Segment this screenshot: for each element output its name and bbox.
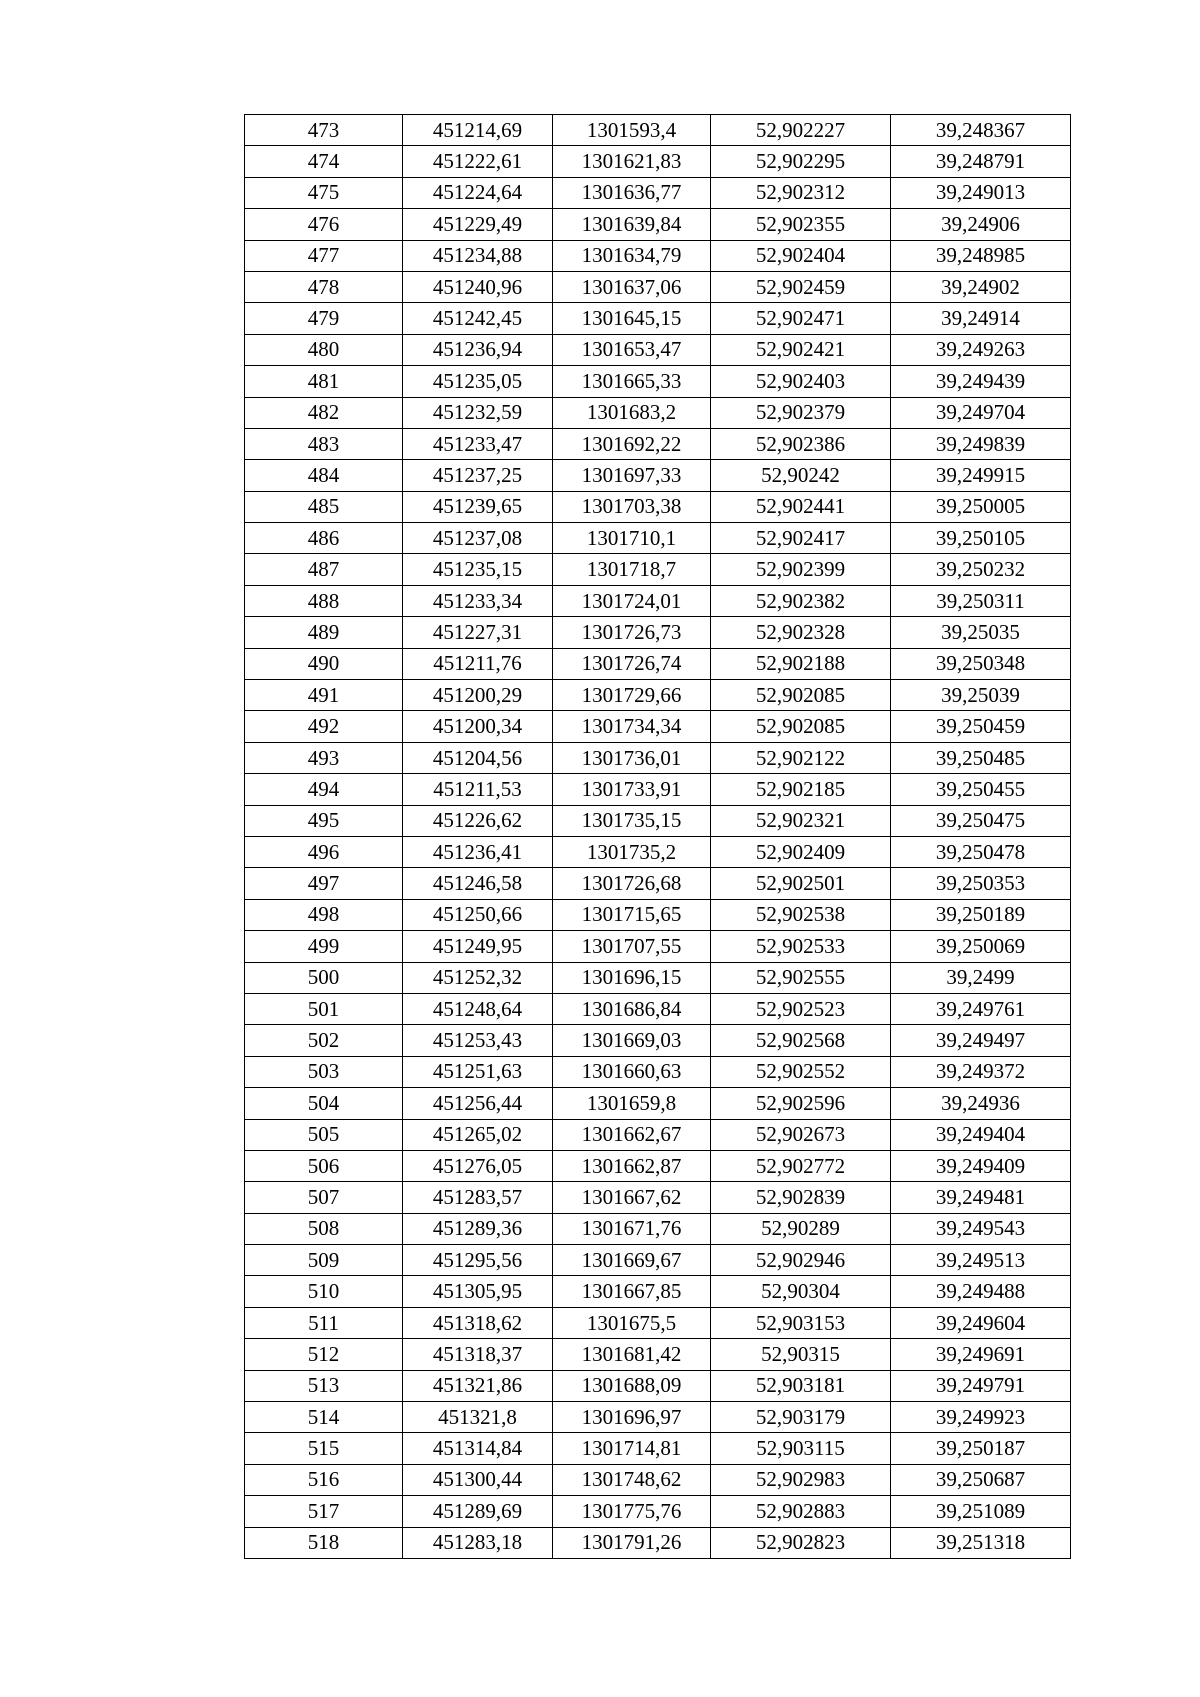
y-coordinate-cell: 1301735,2 [553, 836, 711, 867]
y-coordinate-cell: 1301659,8 [553, 1088, 711, 1119]
point-number-cell: 492 [245, 711, 403, 742]
longitude-cell: 39,249604 [891, 1307, 1071, 1338]
table-row [245, 1056, 1071, 1087]
table-row [245, 366, 1071, 397]
y-coordinate-cell: 1301681,42 [553, 1339, 711, 1370]
table-row [245, 428, 1071, 459]
longitude-cell: 39,249513 [891, 1245, 1071, 1276]
x-coordinate-cell: 451236,41 [403, 836, 553, 867]
latitude-cell: 52,903181 [711, 1370, 891, 1401]
x-coordinate-cell: 451200,29 [403, 680, 553, 711]
y-coordinate-cell: 1301734,34 [553, 711, 711, 742]
longitude-cell: 39,249439 [891, 366, 1071, 397]
longitude-cell: 39,24914 [891, 303, 1071, 334]
x-coordinate-cell: 451237,08 [403, 523, 553, 554]
x-coordinate-cell: 451249,95 [403, 931, 553, 962]
point-number-cell: 482 [245, 397, 403, 428]
longitude-cell: 39,250348 [891, 648, 1071, 679]
y-coordinate-cell: 1301639,84 [553, 209, 711, 240]
latitude-cell: 52,90304 [711, 1276, 891, 1307]
table-row [245, 460, 1071, 491]
latitude-cell: 52,902441 [711, 491, 891, 522]
latitude-cell: 52,902295 [711, 146, 891, 177]
latitude-cell: 52,902533 [711, 931, 891, 962]
table-row [245, 271, 1071, 302]
y-coordinate-cell: 1301660,63 [553, 1056, 711, 1087]
latitude-cell: 52,902417 [711, 523, 891, 554]
x-coordinate-cell: 451214,69 [403, 115, 553, 146]
y-coordinate-cell: 1301696,15 [553, 962, 711, 993]
point-number-cell: 499 [245, 931, 403, 962]
latitude-cell: 52,902555 [711, 962, 891, 993]
point-number-cell: 500 [245, 962, 403, 993]
y-coordinate-cell: 1301726,73 [553, 617, 711, 648]
x-coordinate-cell: 451211,53 [403, 774, 553, 805]
x-coordinate-cell: 451232,59 [403, 397, 553, 428]
table-row [245, 993, 1071, 1024]
y-coordinate-cell: 1301718,7 [553, 554, 711, 585]
longitude-cell: 39,249404 [891, 1119, 1071, 1150]
y-coordinate-cell: 1301665,33 [553, 366, 711, 397]
longitude-cell: 39,249372 [891, 1056, 1071, 1087]
y-coordinate-cell: 1301696,97 [553, 1402, 711, 1433]
x-coordinate-cell: 451314,84 [403, 1433, 553, 1464]
y-coordinate-cell: 1301703,38 [553, 491, 711, 522]
x-coordinate-cell: 451226,62 [403, 805, 553, 836]
longitude-cell: 39,249915 [891, 460, 1071, 491]
latitude-cell: 52,902883 [711, 1496, 891, 1527]
longitude-cell: 39,249791 [891, 1370, 1071, 1401]
point-number-cell: 513 [245, 1370, 403, 1401]
table-row [245, 805, 1071, 836]
latitude-cell: 52,902421 [711, 334, 891, 365]
latitude-cell: 52,902459 [711, 271, 891, 302]
y-coordinate-cell: 1301707,55 [553, 931, 711, 962]
y-coordinate-cell: 1301636,77 [553, 177, 711, 208]
longitude-cell: 39,24936 [891, 1088, 1071, 1119]
point-number-cell: 518 [245, 1527, 403, 1558]
longitude-cell: 39,250187 [891, 1433, 1071, 1464]
y-coordinate-cell: 1301710,1 [553, 523, 711, 554]
longitude-cell: 39,250189 [891, 899, 1071, 930]
table-row [245, 680, 1071, 711]
y-coordinate-cell: 1301726,68 [553, 868, 711, 899]
latitude-cell: 52,902399 [711, 554, 891, 585]
table-row [245, 1088, 1071, 1119]
y-coordinate-cell: 1301621,83 [553, 146, 711, 177]
table-row [245, 397, 1071, 428]
longitude-cell: 39,250475 [891, 805, 1071, 836]
table-row [245, 1245, 1071, 1276]
y-coordinate-cell: 1301593,4 [553, 115, 711, 146]
longitude-cell: 39,249488 [891, 1276, 1071, 1307]
x-coordinate-cell: 451318,62 [403, 1307, 553, 1338]
y-coordinate-cell: 1301692,22 [553, 428, 711, 459]
latitude-cell: 52,902379 [711, 397, 891, 428]
longitude-cell: 39,250232 [891, 554, 1071, 585]
latitude-cell: 52,902596 [711, 1088, 891, 1119]
longitude-cell: 39,251089 [891, 1496, 1071, 1527]
x-coordinate-cell: 451321,8 [403, 1402, 553, 1433]
y-coordinate-cell: 1301714,81 [553, 1433, 711, 1464]
y-coordinate-cell: 1301775,76 [553, 1496, 711, 1527]
table-row [245, 554, 1071, 585]
longitude-cell: 39,249691 [891, 1339, 1071, 1370]
x-coordinate-cell: 451321,86 [403, 1370, 553, 1401]
latitude-cell: 52,902382 [711, 585, 891, 616]
latitude-cell: 52,902673 [711, 1119, 891, 1150]
latitude-cell: 52,902568 [711, 1025, 891, 1056]
point-number-cell: 514 [245, 1402, 403, 1433]
table-row [245, 1527, 1071, 1558]
table-row [245, 1464, 1071, 1495]
point-number-cell: 480 [245, 334, 403, 365]
point-number-cell: 474 [245, 146, 403, 177]
y-coordinate-cell: 1301637,06 [553, 271, 711, 302]
latitude-cell: 52,902085 [711, 680, 891, 711]
y-coordinate-cell: 1301715,65 [553, 899, 711, 930]
table-row [245, 1307, 1071, 1338]
x-coordinate-cell: 451276,05 [403, 1150, 553, 1181]
latitude-cell: 52,902122 [711, 742, 891, 773]
longitude-cell: 39,25039 [891, 680, 1071, 711]
y-coordinate-cell: 1301653,47 [553, 334, 711, 365]
table-row [245, 868, 1071, 899]
point-number-cell: 485 [245, 491, 403, 522]
y-coordinate-cell: 1301667,62 [553, 1182, 711, 1213]
table-row [245, 240, 1071, 271]
longitude-cell: 39,249704 [891, 397, 1071, 428]
point-number-cell: 502 [245, 1025, 403, 1056]
y-coordinate-cell: 1301675,5 [553, 1307, 711, 1338]
x-coordinate-cell: 451240,96 [403, 271, 553, 302]
longitude-cell: 39,251318 [891, 1527, 1071, 1558]
latitude-cell: 52,90315 [711, 1339, 891, 1370]
longitude-cell: 39,24906 [891, 209, 1071, 240]
x-coordinate-cell: 451289,36 [403, 1213, 553, 1244]
y-coordinate-cell: 1301634,79 [553, 240, 711, 271]
table-row [245, 177, 1071, 208]
longitude-cell: 39,249409 [891, 1150, 1071, 1181]
point-number-cell: 484 [245, 460, 403, 491]
x-coordinate-cell: 451295,56 [403, 1245, 553, 1276]
longitude-cell: 39,249839 [891, 428, 1071, 459]
y-coordinate-cell: 1301748,62 [553, 1464, 711, 1495]
coordinates-table [244, 114, 1071, 1559]
y-coordinate-cell: 1301726,74 [553, 648, 711, 679]
x-coordinate-cell: 451211,76 [403, 648, 553, 679]
latitude-cell: 52,902946 [711, 1245, 891, 1276]
y-coordinate-cell: 1301697,33 [553, 460, 711, 491]
x-coordinate-cell: 451227,31 [403, 617, 553, 648]
longitude-cell: 39,250353 [891, 868, 1071, 899]
longitude-cell: 39,248791 [891, 146, 1071, 177]
point-number-cell: 504 [245, 1088, 403, 1119]
point-number-cell: 473 [245, 115, 403, 146]
point-number-cell: 490 [245, 648, 403, 679]
x-coordinate-cell: 451242,45 [403, 303, 553, 334]
latitude-cell: 52,902471 [711, 303, 891, 334]
longitude-cell: 39,250459 [891, 711, 1071, 742]
table-row [245, 962, 1071, 993]
latitude-cell: 52,902227 [711, 115, 891, 146]
y-coordinate-cell: 1301724,01 [553, 585, 711, 616]
x-coordinate-cell: 451248,64 [403, 993, 553, 1024]
point-number-cell: 503 [245, 1056, 403, 1087]
point-number-cell: 489 [245, 617, 403, 648]
longitude-cell: 39,250478 [891, 836, 1071, 867]
table-row [245, 774, 1071, 805]
table-row [245, 836, 1071, 867]
y-coordinate-cell: 1301667,85 [553, 1276, 711, 1307]
latitude-cell: 52,902386 [711, 428, 891, 459]
x-coordinate-cell: 451237,25 [403, 460, 553, 491]
x-coordinate-cell: 451283,57 [403, 1182, 553, 1213]
point-number-cell: 515 [245, 1433, 403, 1464]
longitude-cell: 39,250069 [891, 931, 1071, 962]
point-number-cell: 486 [245, 523, 403, 554]
longitude-cell: 39,249761 [891, 993, 1071, 1024]
latitude-cell: 52,902523 [711, 993, 891, 1024]
point-number-cell: 512 [245, 1339, 403, 1370]
point-number-cell: 493 [245, 742, 403, 773]
y-coordinate-cell: 1301683,2 [553, 397, 711, 428]
x-coordinate-cell: 451265,02 [403, 1119, 553, 1150]
y-coordinate-cell: 1301645,15 [553, 303, 711, 334]
y-coordinate-cell: 1301688,09 [553, 1370, 711, 1401]
point-number-cell: 488 [245, 585, 403, 616]
point-number-cell: 483 [245, 428, 403, 459]
table-row [245, 1119, 1071, 1150]
latitude-cell: 52,902404 [711, 240, 891, 271]
point-number-cell: 491 [245, 680, 403, 711]
latitude-cell: 52,902839 [711, 1182, 891, 1213]
table-row [245, 648, 1071, 679]
point-number-cell: 478 [245, 271, 403, 302]
table-row [245, 1213, 1071, 1244]
latitude-cell: 52,902188 [711, 648, 891, 679]
x-coordinate-cell: 451235,05 [403, 366, 553, 397]
table-row [245, 1339, 1071, 1370]
point-number-cell: 509 [245, 1245, 403, 1276]
table-row [245, 1150, 1071, 1181]
latitude-cell: 52,902185 [711, 774, 891, 805]
x-coordinate-cell: 451283,18 [403, 1527, 553, 1558]
x-coordinate-cell: 451234,88 [403, 240, 553, 271]
point-number-cell: 498 [245, 899, 403, 930]
latitude-cell: 52,902312 [711, 177, 891, 208]
longitude-cell: 39,250485 [891, 742, 1071, 773]
point-number-cell: 487 [245, 554, 403, 585]
point-number-cell: 479 [245, 303, 403, 334]
point-number-cell: 510 [245, 1276, 403, 1307]
table-row [245, 1025, 1071, 1056]
x-coordinate-cell: 451289,69 [403, 1496, 553, 1527]
coordinates-table-body [245, 115, 1071, 1559]
longitude-cell: 39,249923 [891, 1402, 1071, 1433]
table-row [245, 1276, 1071, 1307]
longitude-cell: 39,248985 [891, 240, 1071, 271]
x-coordinate-cell: 451236,94 [403, 334, 553, 365]
table-row [245, 303, 1071, 334]
x-coordinate-cell: 451246,58 [403, 868, 553, 899]
latitude-cell: 52,90242 [711, 460, 891, 491]
table-row [245, 115, 1071, 146]
latitude-cell: 52,902355 [711, 209, 891, 240]
point-number-cell: 497 [245, 868, 403, 899]
x-coordinate-cell: 451253,43 [403, 1025, 553, 1056]
point-number-cell: 476 [245, 209, 403, 240]
longitude-cell: 39,249543 [891, 1213, 1071, 1244]
longitude-cell: 39,249013 [891, 177, 1071, 208]
x-coordinate-cell: 451252,32 [403, 962, 553, 993]
y-coordinate-cell: 1301669,67 [553, 1245, 711, 1276]
longitude-cell: 39,249263 [891, 334, 1071, 365]
point-number-cell: 506 [245, 1150, 403, 1181]
longitude-cell: 39,250687 [891, 1464, 1071, 1495]
table-row [245, 899, 1071, 930]
point-number-cell: 507 [245, 1182, 403, 1213]
longitude-cell: 39,25035 [891, 617, 1071, 648]
longitude-cell: 39,250455 [891, 774, 1071, 805]
y-coordinate-cell: 1301736,01 [553, 742, 711, 773]
x-coordinate-cell: 451250,66 [403, 899, 553, 930]
x-coordinate-cell: 451256,44 [403, 1088, 553, 1119]
x-coordinate-cell: 451200,34 [403, 711, 553, 742]
x-coordinate-cell: 451229,49 [403, 209, 553, 240]
latitude-cell: 52,902823 [711, 1527, 891, 1558]
x-coordinate-cell: 451233,34 [403, 585, 553, 616]
y-coordinate-cell: 1301729,66 [553, 680, 711, 711]
point-number-cell: 505 [245, 1119, 403, 1150]
point-number-cell: 511 [245, 1307, 403, 1338]
latitude-cell: 52,902403 [711, 366, 891, 397]
table-row [245, 523, 1071, 554]
table-row [245, 491, 1071, 522]
y-coordinate-cell: 1301733,91 [553, 774, 711, 805]
latitude-cell: 52,902983 [711, 1464, 891, 1495]
point-number-cell: 516 [245, 1464, 403, 1495]
point-number-cell: 501 [245, 993, 403, 1024]
table-row [245, 1496, 1071, 1527]
table-row [245, 1402, 1071, 1433]
x-coordinate-cell: 451251,63 [403, 1056, 553, 1087]
table-row [245, 742, 1071, 773]
latitude-cell: 52,902772 [711, 1150, 891, 1181]
point-number-cell: 481 [245, 366, 403, 397]
x-coordinate-cell: 451300,44 [403, 1464, 553, 1495]
x-coordinate-cell: 451222,61 [403, 146, 553, 177]
table-row [245, 711, 1071, 742]
x-coordinate-cell: 451239,65 [403, 491, 553, 522]
x-coordinate-cell: 451204,56 [403, 742, 553, 773]
point-number-cell: 475 [245, 177, 403, 208]
table-row [245, 209, 1071, 240]
latitude-cell: 52,903153 [711, 1307, 891, 1338]
table-row [245, 1433, 1071, 1464]
latitude-cell: 52,902409 [711, 836, 891, 867]
x-coordinate-cell: 451305,95 [403, 1276, 553, 1307]
y-coordinate-cell: 1301735,15 [553, 805, 711, 836]
point-number-cell: 477 [245, 240, 403, 271]
point-number-cell: 496 [245, 836, 403, 867]
longitude-cell: 39,250105 [891, 523, 1071, 554]
longitude-cell: 39,250005 [891, 491, 1071, 522]
latitude-cell: 52,902328 [711, 617, 891, 648]
longitude-cell: 39,250311 [891, 585, 1071, 616]
longitude-cell: 39,249481 [891, 1182, 1071, 1213]
table-row [245, 1370, 1071, 1401]
point-number-cell: 508 [245, 1213, 403, 1244]
y-coordinate-cell: 1301791,26 [553, 1527, 711, 1558]
point-number-cell: 495 [245, 805, 403, 836]
latitude-cell: 52,90289 [711, 1213, 891, 1244]
point-number-cell: 517 [245, 1496, 403, 1527]
latitude-cell: 52,903179 [711, 1402, 891, 1433]
table-row [245, 1182, 1071, 1213]
longitude-cell: 39,248367 [891, 115, 1071, 146]
latitude-cell: 52,902321 [711, 805, 891, 836]
latitude-cell: 52,902085 [711, 711, 891, 742]
y-coordinate-cell: 1301686,84 [553, 993, 711, 1024]
x-coordinate-cell: 451235,15 [403, 554, 553, 585]
latitude-cell: 52,903115 [711, 1433, 891, 1464]
x-coordinate-cell: 451318,37 [403, 1339, 553, 1370]
x-coordinate-cell: 451224,64 [403, 177, 553, 208]
longitude-cell: 39,249497 [891, 1025, 1071, 1056]
point-number-cell: 494 [245, 774, 403, 805]
latitude-cell: 52,902538 [711, 899, 891, 930]
latitude-cell: 52,902501 [711, 868, 891, 899]
table-row [245, 617, 1071, 648]
latitude-cell: 52,902552 [711, 1056, 891, 1087]
y-coordinate-cell: 1301662,67 [553, 1119, 711, 1150]
longitude-cell: 39,2499 [891, 962, 1071, 993]
table-row [245, 585, 1071, 616]
y-coordinate-cell: 1301669,03 [553, 1025, 711, 1056]
table-row [245, 146, 1071, 177]
y-coordinate-cell: 1301671,76 [553, 1213, 711, 1244]
longitude-cell: 39,24902 [891, 271, 1071, 302]
table-row [245, 931, 1071, 962]
y-coordinate-cell: 1301662,87 [553, 1150, 711, 1181]
x-coordinate-cell: 451233,47 [403, 428, 553, 459]
table-row [245, 334, 1071, 365]
